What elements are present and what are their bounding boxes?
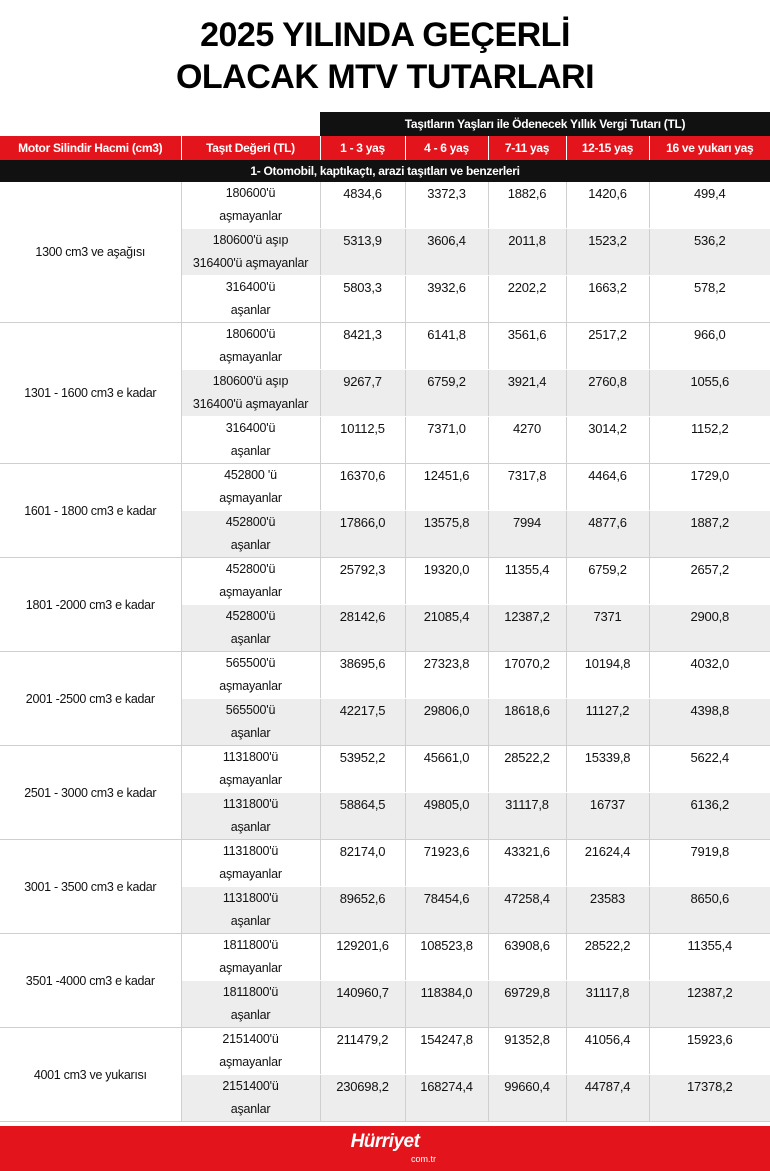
tax-amount-cell: 2657,2 bbox=[649, 558, 770, 605]
tax-amount-cell: 5313,9 bbox=[320, 229, 405, 276]
vehicle-value-cell bbox=[181, 276, 320, 323]
col-age-header: 12-15 yaş bbox=[566, 136, 649, 160]
vehicle-value-cell bbox=[181, 793, 320, 840]
engine-cell: 1300 cm3 ve aşağısı bbox=[0, 182, 181, 323]
tax-amount-cell: 118384,0 bbox=[405, 981, 488, 1028]
tax-amount-cell: 12387,2 bbox=[488, 605, 566, 652]
tax-amount-cell: 38695,6 bbox=[320, 652, 405, 699]
tax-amount-cell: 31117,8 bbox=[566, 981, 649, 1028]
vehicle-value-line-2: aşanlar bbox=[230, 1008, 271, 1022]
engine-cell: 1801 -2000 cm3 e kadar bbox=[0, 558, 181, 652]
tax-amount-cell: 9267,7 bbox=[320, 370, 405, 417]
tax-amount-cell: 7919,8 bbox=[649, 840, 770, 887]
col-engine-header: Motor Silindir Hacmi (cm3) bbox=[0, 136, 181, 160]
engine-cell: 3501 -4000 cm3 e kadar bbox=[0, 934, 181, 1028]
tax-amount-cell: 2900,8 bbox=[649, 605, 770, 652]
title-line-2: OLACAK MTV TUTARLARI bbox=[175, 58, 595, 96]
vehicle-value-line-1: 452800'ü bbox=[225, 609, 276, 623]
vehicle-value-line-1: 452800 'ü bbox=[224, 468, 277, 482]
tax-amount-cell: 2760,8 bbox=[566, 370, 649, 417]
tax-amount-cell: 1882,6 bbox=[488, 182, 566, 229]
tax-amount-cell: 2517,2 bbox=[566, 323, 649, 370]
header-span-row bbox=[0, 112, 770, 136]
tax-amount-cell: 1663,2 bbox=[566, 276, 649, 323]
table-row bbox=[0, 652, 770, 699]
vehicle-value-line-1: 316400'ü bbox=[225, 421, 276, 435]
vehicle-value-cell bbox=[181, 840, 320, 887]
tax-amount-cell: 7317,8 bbox=[488, 464, 566, 511]
tax-amount-cell: 4877,6 bbox=[566, 511, 649, 558]
header-columns-row bbox=[0, 136, 770, 160]
tax-amount-cell: 5803,3 bbox=[320, 276, 405, 323]
vehicle-value-cell bbox=[181, 370, 320, 417]
engine-cell: 1601 - 1800 cm3 e kadar bbox=[0, 464, 181, 558]
engine-cell: 4001 cm3 ve yukarısı bbox=[0, 1028, 181, 1122]
tax-amount-cell: 25792,3 bbox=[320, 558, 405, 605]
tax-amount-cell: 17866,0 bbox=[320, 511, 405, 558]
vehicle-value-line-2: aşanlar bbox=[230, 914, 271, 928]
tax-amount-cell: 3606,4 bbox=[405, 229, 488, 276]
age-span-header: Taşıtların Yaşları ile Ödenecek Yıllık Vergi Tutarı (TL) bbox=[320, 112, 770, 136]
logo-domain: com.tr bbox=[411, 1154, 437, 1164]
engine-cell: 3001 - 3500 cm3 e kadar bbox=[0, 840, 181, 934]
engine-cell: 2501 - 3000 cm3 e kadar bbox=[0, 746, 181, 840]
vehicle-value-line-1: 1131800'ü bbox=[222, 797, 279, 811]
tax-amount-cell: 31117,8 bbox=[488, 793, 566, 840]
vehicle-value-line-1: 1131800'ü bbox=[222, 750, 279, 764]
tax-amount-cell: 6136,2 bbox=[649, 793, 770, 840]
tax-amount-cell: 45661,0 bbox=[405, 746, 488, 793]
tax-amount-cell: 1523,2 bbox=[566, 229, 649, 276]
tax-amount-cell: 69729,8 bbox=[488, 981, 566, 1028]
tax-amount-cell: 108523,8 bbox=[405, 934, 488, 981]
vehicle-value-line-1: 452800'ü bbox=[225, 515, 276, 529]
tax-amount-cell: 28522,2 bbox=[488, 746, 566, 793]
page-title bbox=[0, 14, 770, 98]
section-title: 1- Otomobil, kaptıkaçtı, arazi taşıtları ve benzerleri bbox=[0, 160, 770, 182]
vehicle-value-cell bbox=[181, 1028, 320, 1075]
tax-amount-cell: 8421,3 bbox=[320, 323, 405, 370]
vehicle-value-cell bbox=[181, 323, 320, 370]
tax-amount-cell: 536,2 bbox=[649, 229, 770, 276]
tax-amount-cell: 966,0 bbox=[649, 323, 770, 370]
tax-amount-cell: 16370,6 bbox=[320, 464, 405, 511]
col-age-header: 16 ve yukarı yaş bbox=[649, 136, 770, 160]
tax-amount-cell: 19320,0 bbox=[405, 558, 488, 605]
tax-amount-cell: 140960,7 bbox=[320, 981, 405, 1028]
tax-amount-cell: 1420,6 bbox=[566, 182, 649, 229]
vehicle-value-line-2: aşmayanlar bbox=[219, 585, 282, 599]
tax-amount-cell: 6759,2 bbox=[566, 558, 649, 605]
table-row bbox=[0, 558, 770, 605]
vehicle-value-line-1: 565500'ü bbox=[225, 703, 276, 717]
vehicle-value-line-1: 565500'ü bbox=[225, 656, 276, 670]
tax-amount-cell: 1152,2 bbox=[649, 417, 770, 464]
tax-amount-cell: 99660,4 bbox=[488, 1075, 566, 1122]
vehicle-value-line-2: aşanlar bbox=[230, 820, 271, 834]
vehicle-value-line-2: aşanlar bbox=[230, 444, 271, 458]
vehicle-value-line-2: aşmayanlar bbox=[219, 209, 282, 223]
tax-amount-cell: 42217,5 bbox=[320, 699, 405, 746]
table-row bbox=[0, 1028, 770, 1075]
vehicle-value-line-2: aşanlar bbox=[230, 538, 271, 552]
tax-amount-cell: 71923,6 bbox=[405, 840, 488, 887]
tax-amount-cell: 47258,4 bbox=[488, 887, 566, 934]
vehicle-value-line-2: aşmayanlar bbox=[219, 867, 282, 881]
vehicle-value-line-1: 1811800'ü bbox=[222, 938, 279, 952]
tax-amount-cell: 3921,4 bbox=[488, 370, 566, 417]
tax-amount-cell: 41056,4 bbox=[566, 1028, 649, 1075]
vehicle-value-cell bbox=[181, 417, 320, 464]
section-row bbox=[0, 160, 770, 182]
vehicle-value-line-2: aşmayanlar bbox=[219, 961, 282, 975]
vehicle-value-cell bbox=[181, 605, 320, 652]
tax-amount-cell: 28522,2 bbox=[566, 934, 649, 981]
tax-amount-cell: 11355,4 bbox=[488, 558, 566, 605]
tax-amount-cell: 3932,6 bbox=[405, 276, 488, 323]
tax-amount-cell: 8650,6 bbox=[649, 887, 770, 934]
tax-amount-cell: 5622,4 bbox=[649, 746, 770, 793]
tax-amount-cell: 23583 bbox=[566, 887, 649, 934]
vehicle-value-cell bbox=[181, 1075, 320, 1122]
tax-amount-cell: 4032,0 bbox=[649, 652, 770, 699]
tax-amount-cell: 129201,6 bbox=[320, 934, 405, 981]
tax-amount-cell: 4270 bbox=[488, 417, 566, 464]
tax-amount-cell: 154247,8 bbox=[405, 1028, 488, 1075]
col-age-header: 1 - 3 yaş bbox=[320, 136, 405, 160]
tax-amount-cell: 58864,5 bbox=[320, 793, 405, 840]
tax-amount-cell: 29806,0 bbox=[405, 699, 488, 746]
vehicle-value-line-1: 1131800'ü bbox=[222, 844, 279, 858]
vehicle-value-line-1: 180600'ü bbox=[225, 327, 276, 341]
vehicle-value-line-1: 180600'ü aşıp bbox=[212, 374, 289, 388]
tax-amount-cell: 1887,2 bbox=[649, 511, 770, 558]
table-row bbox=[0, 934, 770, 981]
vehicle-value-line-1: 1131800'ü bbox=[222, 891, 279, 905]
tax-amount-cell: 17070,2 bbox=[488, 652, 566, 699]
tax-amount-cell: 12387,2 bbox=[649, 981, 770, 1028]
tax-amount-cell: 168274,4 bbox=[405, 1075, 488, 1122]
engine-cell: 1301 - 1600 cm3 e kadar bbox=[0, 323, 181, 464]
hurriyet-logo: Hürriyet bbox=[350, 1131, 420, 1152]
tax-amount-cell: 2011,8 bbox=[488, 229, 566, 276]
tax-amount-cell: 11127,2 bbox=[566, 699, 649, 746]
tax-amount-cell: 1055,6 bbox=[649, 370, 770, 417]
tax-amount-cell: 15923,6 bbox=[649, 1028, 770, 1075]
tax-amount-cell: 2202,2 bbox=[488, 276, 566, 323]
tax-amount-cell: 7371 bbox=[566, 605, 649, 652]
vehicle-value-cell bbox=[181, 699, 320, 746]
vehicle-value-cell bbox=[181, 229, 320, 276]
tax-amount-cell: 63908,6 bbox=[488, 934, 566, 981]
vehicle-value-line-1: 180600'ü aşıp bbox=[212, 233, 289, 247]
vehicle-value-cell bbox=[181, 652, 320, 699]
tax-amount-cell: 3014,2 bbox=[566, 417, 649, 464]
vehicle-value-line-1: 1811800'ü bbox=[222, 985, 279, 999]
vehicle-value-line-2: aşmayanlar bbox=[219, 350, 282, 364]
tax-amount-cell: 578,2 bbox=[649, 276, 770, 323]
table-row bbox=[0, 182, 770, 229]
tax-amount-cell: 21624,4 bbox=[566, 840, 649, 887]
tax-amount-cell: 17378,2 bbox=[649, 1075, 770, 1122]
vehicle-value-line-2: aşanlar bbox=[230, 726, 271, 740]
vehicle-value-line-1: 2151400'ü bbox=[222, 1079, 279, 1093]
tax-amount-cell: 18618,6 bbox=[488, 699, 566, 746]
tax-amount-cell: 15339,8 bbox=[566, 746, 649, 793]
tax-amount-cell: 91352,8 bbox=[488, 1028, 566, 1075]
tax-amount-cell: 49805,0 bbox=[405, 793, 488, 840]
col-value-header: Taşıt Değeri (TL) bbox=[181, 136, 320, 160]
tax-amount-cell: 16737 bbox=[566, 793, 649, 840]
vehicle-value-line-2: aşanlar bbox=[230, 303, 271, 317]
vehicle-value-cell bbox=[181, 182, 320, 229]
vehicle-value-line-2: 316400'ü aşmayanlar bbox=[192, 397, 309, 411]
tax-amount-cell: 10194,8 bbox=[566, 652, 649, 699]
tax-amount-cell: 53952,2 bbox=[320, 746, 405, 793]
tax-amount-cell: 4398,8 bbox=[649, 699, 770, 746]
tax-amount-cell: 10112,5 bbox=[320, 417, 405, 464]
tax-amount-cell: 7371,0 bbox=[405, 417, 488, 464]
tax-amount-cell: 6759,2 bbox=[405, 370, 488, 417]
tax-amount-cell: 21085,4 bbox=[405, 605, 488, 652]
tax-amount-cell: 78454,6 bbox=[405, 887, 488, 934]
table-body bbox=[0, 182, 770, 1122]
col-age-header: 7-11 yaş bbox=[488, 136, 566, 160]
vehicle-value-cell bbox=[181, 464, 320, 511]
tax-amount-cell: 11355,4 bbox=[649, 934, 770, 981]
vehicle-value-line-2: aşanlar bbox=[230, 1102, 271, 1116]
vehicle-value-line-2: 316400'ü aşmayanlar bbox=[192, 256, 309, 270]
tax-amount-cell: 7994 bbox=[488, 511, 566, 558]
tax-amount-cell: 1729,0 bbox=[649, 464, 770, 511]
table-row bbox=[0, 746, 770, 793]
table-row bbox=[0, 323, 770, 370]
engine-cell: 2001 -2500 cm3 e kadar bbox=[0, 652, 181, 746]
col-age-header: 4 - 6 yaş bbox=[405, 136, 488, 160]
tax-amount-cell: 82174,0 bbox=[320, 840, 405, 887]
vehicle-value-cell bbox=[181, 887, 320, 934]
tax-amount-cell: 89652,6 bbox=[320, 887, 405, 934]
tax-amount-cell: 28142,6 bbox=[320, 605, 405, 652]
vehicle-value-line-2: aşmayanlar bbox=[219, 679, 282, 693]
vehicle-value-line-1: 452800'ü bbox=[225, 562, 276, 576]
tax-amount-cell: 44787,4 bbox=[566, 1075, 649, 1122]
vehicle-value-cell bbox=[181, 981, 320, 1028]
title-line-1: 2025 YILINDA GEÇERLİ bbox=[200, 16, 570, 54]
tax-amount-cell: 3561,6 bbox=[488, 323, 566, 370]
vehicle-value-cell bbox=[181, 511, 320, 558]
vehicle-value-line-1: 180600'ü bbox=[225, 186, 276, 200]
tax-amount-cell: 27323,8 bbox=[405, 652, 488, 699]
vehicle-value-line-2: aşanlar bbox=[230, 632, 271, 646]
tax-amount-cell: 43321,6 bbox=[488, 840, 566, 887]
mtv-table bbox=[0, 112, 770, 1122]
vehicle-value-line-2: aşmayanlar bbox=[219, 1055, 282, 1069]
table-row bbox=[0, 840, 770, 887]
tax-amount-cell: 499,4 bbox=[649, 182, 770, 229]
vehicle-value-cell bbox=[181, 558, 320, 605]
table-row bbox=[0, 464, 770, 511]
vehicle-value-line-1: 316400'ü bbox=[225, 280, 276, 294]
tax-amount-cell: 230698,2 bbox=[320, 1075, 405, 1122]
vehicle-value-cell bbox=[181, 746, 320, 793]
tax-amount-cell: 6141,8 bbox=[405, 323, 488, 370]
tax-amount-cell: 12451,6 bbox=[405, 464, 488, 511]
footer-bar bbox=[0, 1126, 770, 1171]
vehicle-value-line-2: aşmayanlar bbox=[219, 491, 282, 505]
tax-amount-cell: 4464,6 bbox=[566, 464, 649, 511]
vehicle-value-line-1: 2151400'ü bbox=[222, 1032, 279, 1046]
tax-amount-cell: 3372,3 bbox=[405, 182, 488, 229]
tax-amount-cell: 211479,2 bbox=[320, 1028, 405, 1075]
vehicle-value-line-2: aşmayanlar bbox=[219, 773, 282, 787]
tax-amount-cell: 4834,6 bbox=[320, 182, 405, 229]
vehicle-value-cell bbox=[181, 934, 320, 981]
header-blank bbox=[0, 112, 320, 136]
tax-amount-cell: 13575,8 bbox=[405, 511, 488, 558]
